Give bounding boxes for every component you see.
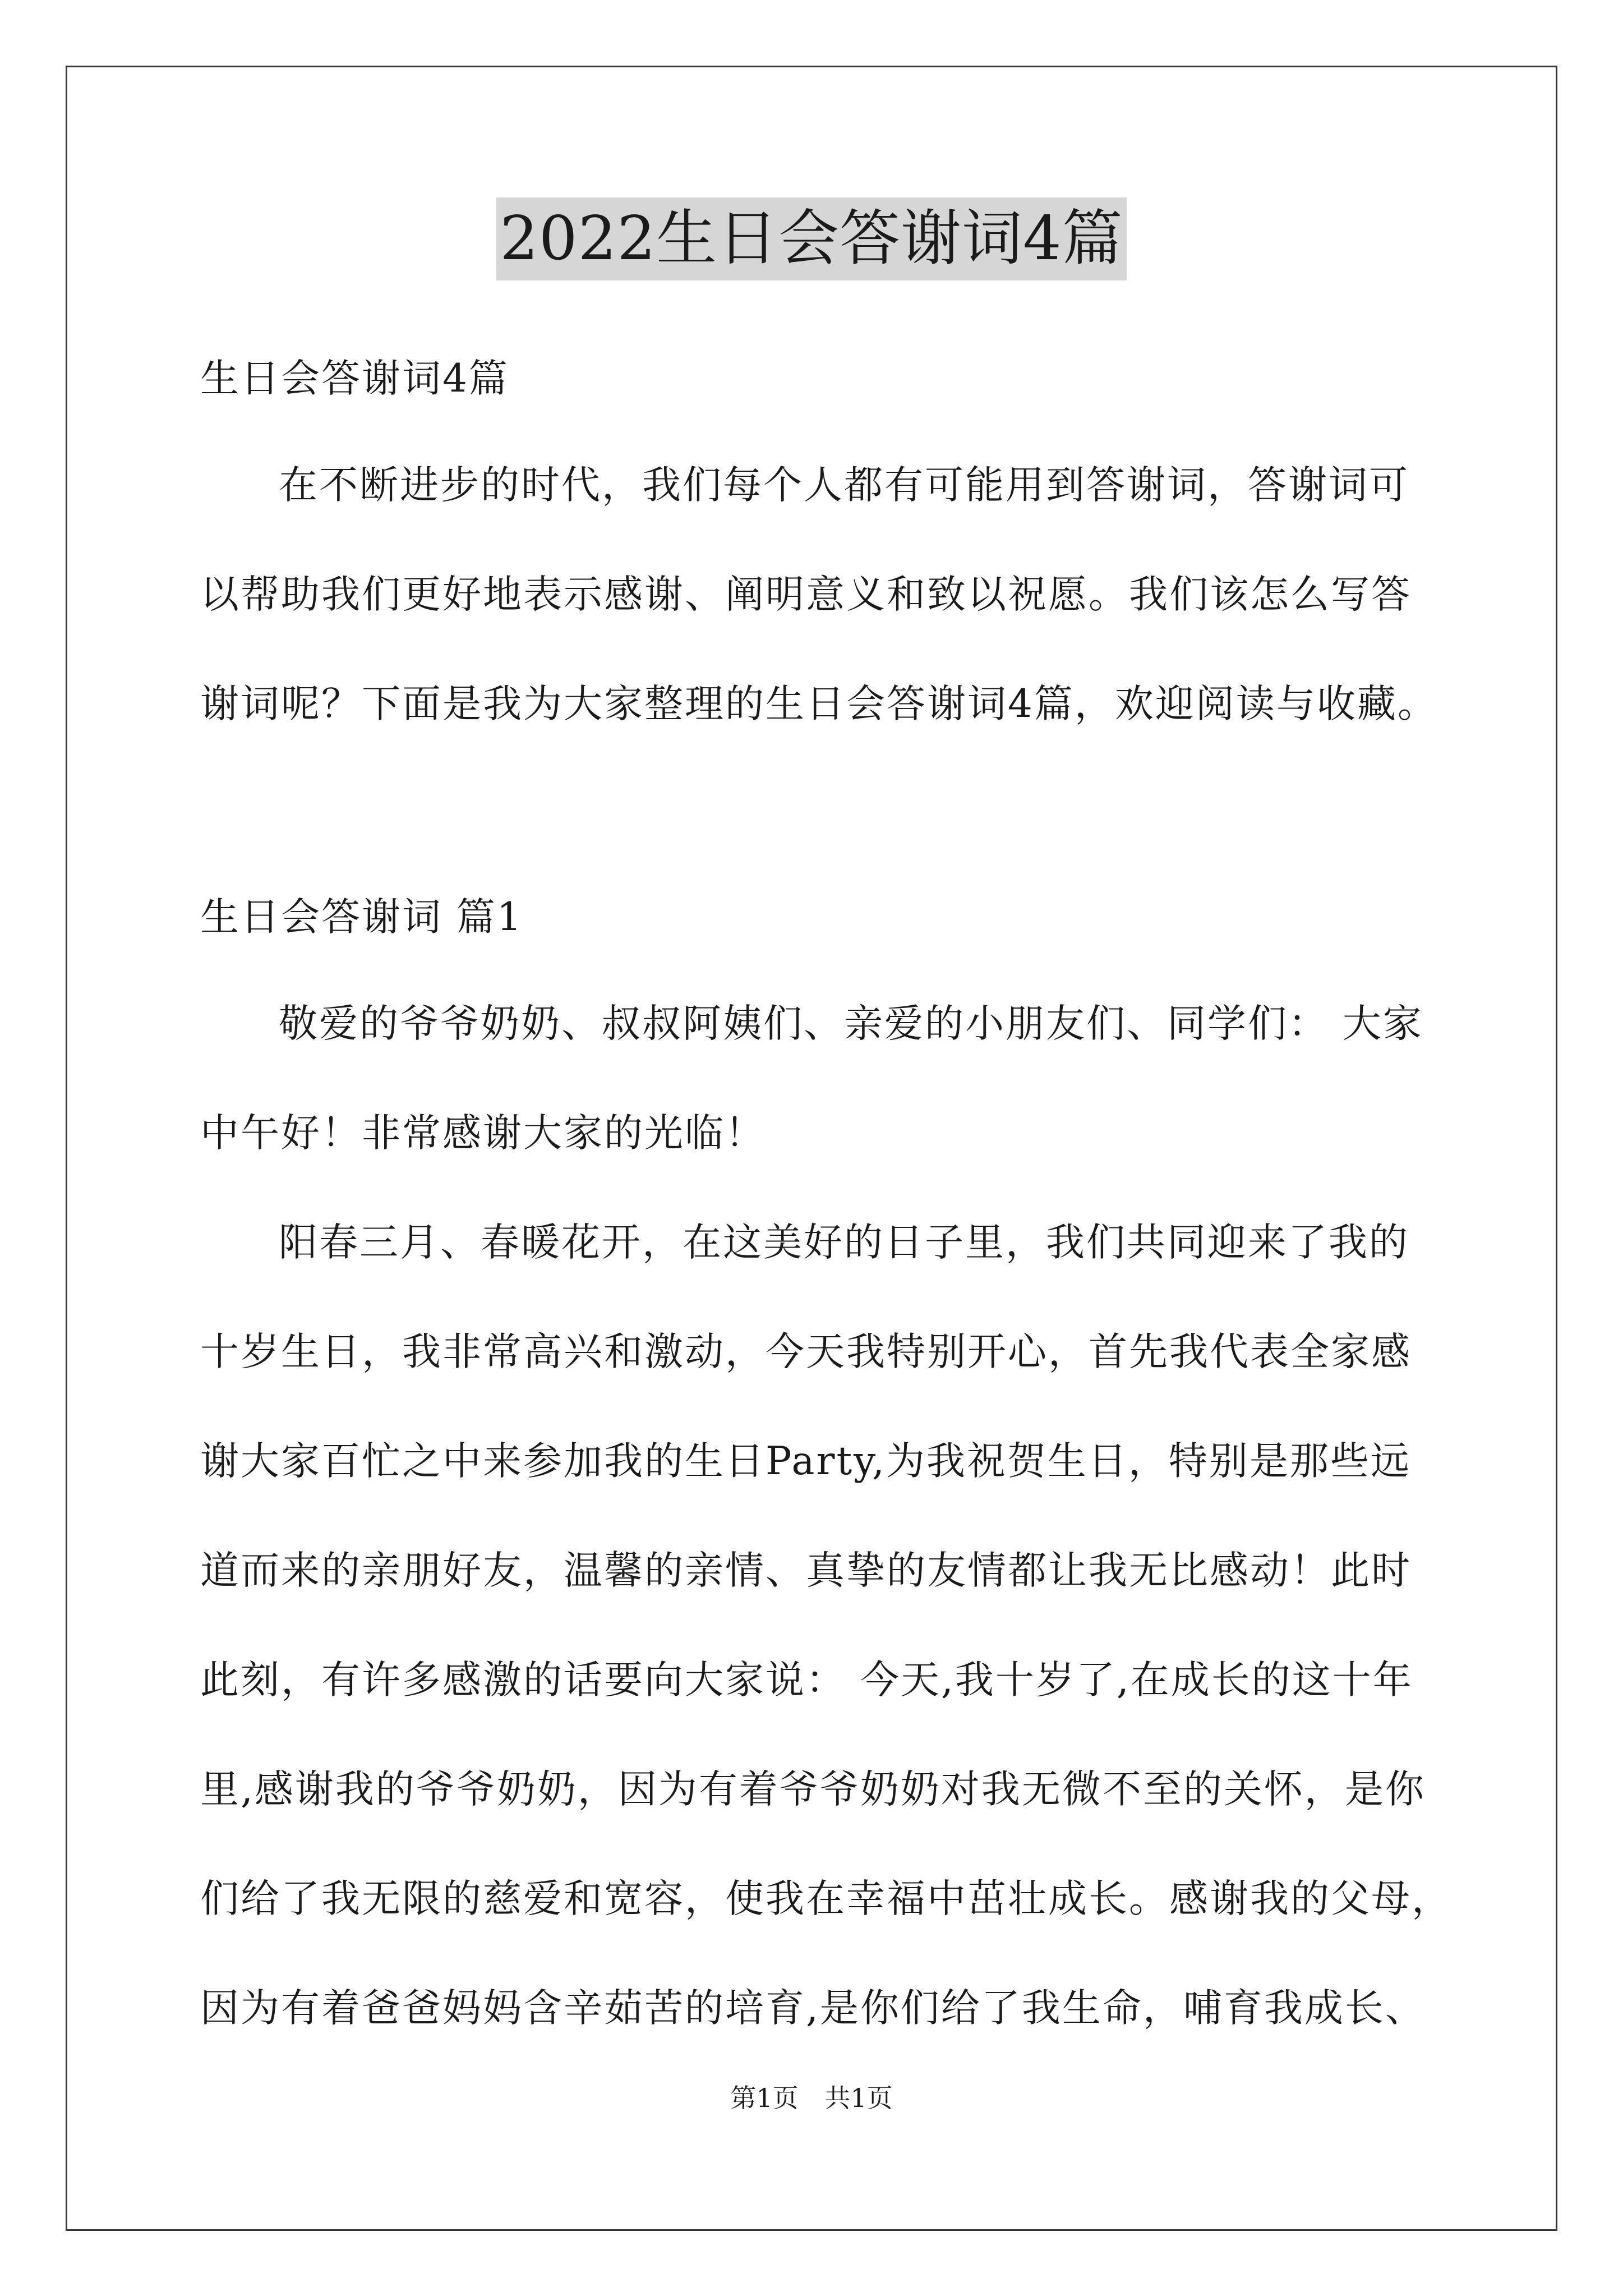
section1-line-8: 里,感谢我的爷爷奶奶，因为有着爷爷奶奶对我无微不至的关怀，是你 xyxy=(200,1767,1426,1812)
document-title: 2022生日会答谢词4篇 xyxy=(496,197,1127,280)
page-number: 第1页 xyxy=(730,2083,799,2113)
section1-line-7: 此刻，有许多感激的话要向大家说： 今天,我十岁了,在成长的这十年 xyxy=(200,1658,1413,1703)
section1-line-10: 因为有着爸爸妈妈含辛茹苦的培育,是你们给了我生命，哺育我成长、 xyxy=(200,1986,1426,2031)
section1-line-2: 中午好！非常感谢大家的光临！ xyxy=(200,1111,766,1156)
subtitle: 生日会答谢词4篇 xyxy=(200,356,509,401)
section1-heading: 生日会答谢词 篇1 xyxy=(200,895,523,940)
intro-line-1: 在不断进步的时代，我们每个人都有可能用到答谢词，答谢词可 xyxy=(279,463,1409,508)
page-footer xyxy=(0,2081,1623,2115)
intro-line-2: 以帮助我们更好地表示感谢、阐明意义和致以祝愿。我们该怎么写答 xyxy=(200,572,1412,617)
section1-line-4: 十岁生日，我非常高兴和激动，今天我特别开心，首先我代表全家感 xyxy=(200,1329,1412,1374)
section1-line-6: 道而来的亲朋好友，温馨的亲情、真挚的友情都让我无比感动！此时 xyxy=(200,1548,1412,1593)
page-total: 共1页 xyxy=(824,2083,893,2113)
title-wrapper xyxy=(0,197,1623,280)
section1-line-3: 阳春三月、春暖花开，在这美好的日子里，我们共同迎来了我的 xyxy=(279,1220,1409,1265)
section1-line-1: 敬爱的爷爷奶奶、叔叔阿姨们、亲爱的小朋友们、同学们： 大家 xyxy=(279,1001,1423,1046)
intro-line-3: 谢词呢？下面是我为大家整理的生日会答谢词4篇，欢迎阅读与收藏。 xyxy=(200,682,1438,726)
section1-line-5: 谢大家百忙之中来参加我的生日Party,为我祝贺生日，特别是那些远 xyxy=(200,1439,1411,1484)
section1-line-9: 们给了我无限的慈爱和宽容，使我在幸福中茁壮成长。感谢我的父母， xyxy=(200,1876,1452,1921)
